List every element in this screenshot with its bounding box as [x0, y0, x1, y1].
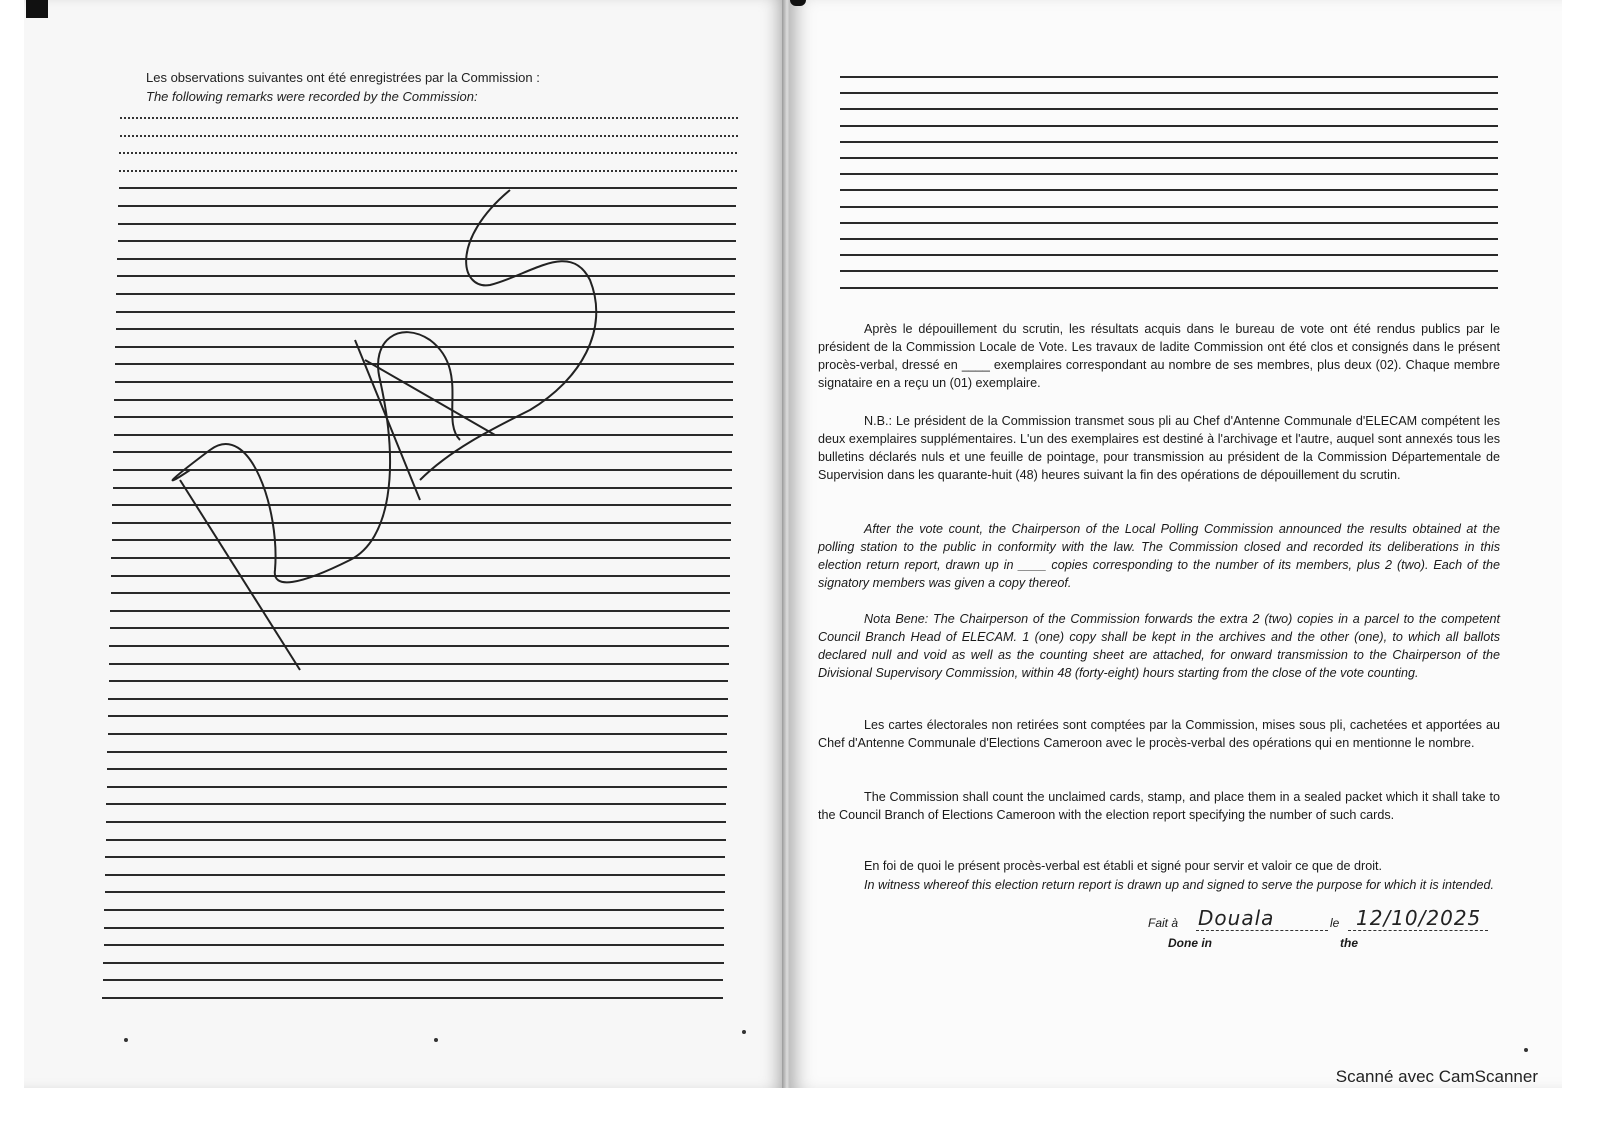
signature-place-date	[1148, 906, 1498, 956]
ruled-line	[103, 962, 724, 964]
speck	[742, 1030, 746, 1034]
paragraph-unclaimed-cards: The Commission shall count the unclaimed cards, stamp, and place them in a sealed packet which it shall take to the Council Branch of Elections Cameroon with the election report specifying the number of such cards.	[818, 790, 1500, 822]
ruled-line	[840, 189, 1498, 191]
ruled-line	[105, 874, 725, 876]
ruled-line	[840, 206, 1498, 208]
ruled-line	[106, 803, 726, 805]
ruled-line	[840, 287, 1498, 289]
ruled-line	[107, 768, 727, 770]
ruled-line	[104, 927, 724, 929]
ruled-line	[840, 125, 1498, 127]
ruled-line	[105, 856, 725, 858]
paragraph-after-vote-count: After the vote count, the Chairperson of the Local Polling Commission announced the results obtained at the polling station to the public in conformity with the law. The Commission closed and recorded its deliberations in this election return report, drawn up in ____ copies corresponding to the number of its members, plus 2 (two). Each of the signatory members was given a copy thereof.	[818, 522, 1500, 590]
observations-heading-fr: Les observations suivantes ont été enregistrées par la Commission :	[146, 70, 540, 85]
handwritten-cross-out-scribble	[150, 180, 620, 680]
ruled-line	[119, 170, 737, 172]
ruled-line	[102, 997, 723, 999]
speck	[434, 1038, 438, 1042]
fait-a-label: Fait à	[1148, 916, 1179, 930]
ruled-line	[120, 135, 738, 137]
ruled-line	[840, 238, 1498, 240]
ruled-line	[840, 141, 1498, 143]
paragraph-nb: N.B.: Le président de la Commission transmet sous pli au Chef d'Antenne Communale d'ELECAM compétent les deux exemplaires supplémentaires. L'un des exemplaires est destiné à l'archivage et l'autre, auquel sont annexés tous les bulletins déclarés nuls et une feuille de pointage, pour transmission au président de la Commission Départementale de Supervision dans les quarante-huit (48) heures suivant la fin des opérations de dépouillement du scrutin.	[818, 414, 1500, 482]
observations-heading-en: The following remarks were recorded by the Commission:	[146, 89, 478, 104]
ruled-line	[840, 157, 1498, 159]
scan-corner-mark	[26, 0, 48, 18]
ruled-line	[840, 76, 1498, 78]
ruled-line	[103, 979, 723, 981]
ruled-line	[107, 751, 727, 753]
date-dotted-line	[1348, 930, 1488, 931]
ruled-line	[106, 839, 726, 841]
ruled-line	[840, 92, 1498, 94]
ruled-line	[119, 152, 737, 154]
paragraph-in-witness: In witness whereof this election return report is drawn up and signed to serve the purpose for which it is intended.	[864, 878, 1495, 892]
paragraph-depouillement: Après le dépouillement du scrutin, les résultats acquis dans le bureau de vote ont été rendus publics par le président de la Commission Locale de Vote. Les travaux de ladite Commission ont été clos et consignés dans le présent procès-verbal, dressé en ____ exemplaires correspondant au nombre de ses membres, plus deux (02). Chaque membre signataire en a reçu un (01) exemplaire.	[818, 322, 1500, 390]
ruled-line	[840, 173, 1498, 175]
ruled-line	[106, 821, 726, 823]
date-handwritten: 12/10/2025	[1356, 906, 1482, 930]
paragraph-en-foi-de-quoi: En foi de quoi le présent procès-verbal est établi et signé pour servir et valoir ce que de droit.	[864, 859, 1383, 873]
done-in-label: Done in	[1168, 936, 1212, 950]
speck	[1524, 1048, 1528, 1052]
le-label: le	[1330, 916, 1340, 930]
speck	[124, 1038, 128, 1042]
the-label: the	[1340, 936, 1358, 950]
paragraph-nota-bene: Nota Bene: The Chairperson of the Commission forwards the extra 2 (two) copies in a parcel to the competent Council Branch Head of ELECAM. 1 (one) copy shall be kept in the archives and the other (one), to which all ballots declared null and void as well as the counting sheet are attached, for onward transmission to the Chairperson of the Divisional Supervisory Commission, within 48 (forty-eight) hours starting from the close of the vote counting.	[818, 612, 1500, 680]
ruled-line	[108, 733, 727, 735]
ruled-line	[840, 270, 1498, 272]
ruled-line	[105, 891, 725, 893]
ruled-line	[107, 786, 727, 788]
paragraph-cartes-electorales: Les cartes électorales non retirées sont comptées par la Commission, mises sous pli, cachetées et apportées au Chef d'Antenne Communale d'Elections Cameroon avec le procès-verbal des opérations qui en mentionne le nombre.	[818, 718, 1500, 750]
ruled-line	[120, 117, 738, 119]
ruled-line	[840, 254, 1498, 256]
place-handwritten: Douala	[1198, 906, 1275, 930]
ruled-line	[108, 698, 728, 700]
ruled-line	[840, 222, 1498, 224]
ruled-line	[840, 108, 1498, 110]
ruled-line	[104, 944, 724, 946]
camscanner-watermark: Scanné avec CamScanner	[1335, 1067, 1538, 1086]
ruled-line	[109, 680, 728, 682]
ruled-line	[108, 715, 728, 717]
ruled-line	[104, 909, 724, 911]
place-dotted-line	[1196, 930, 1328, 931]
